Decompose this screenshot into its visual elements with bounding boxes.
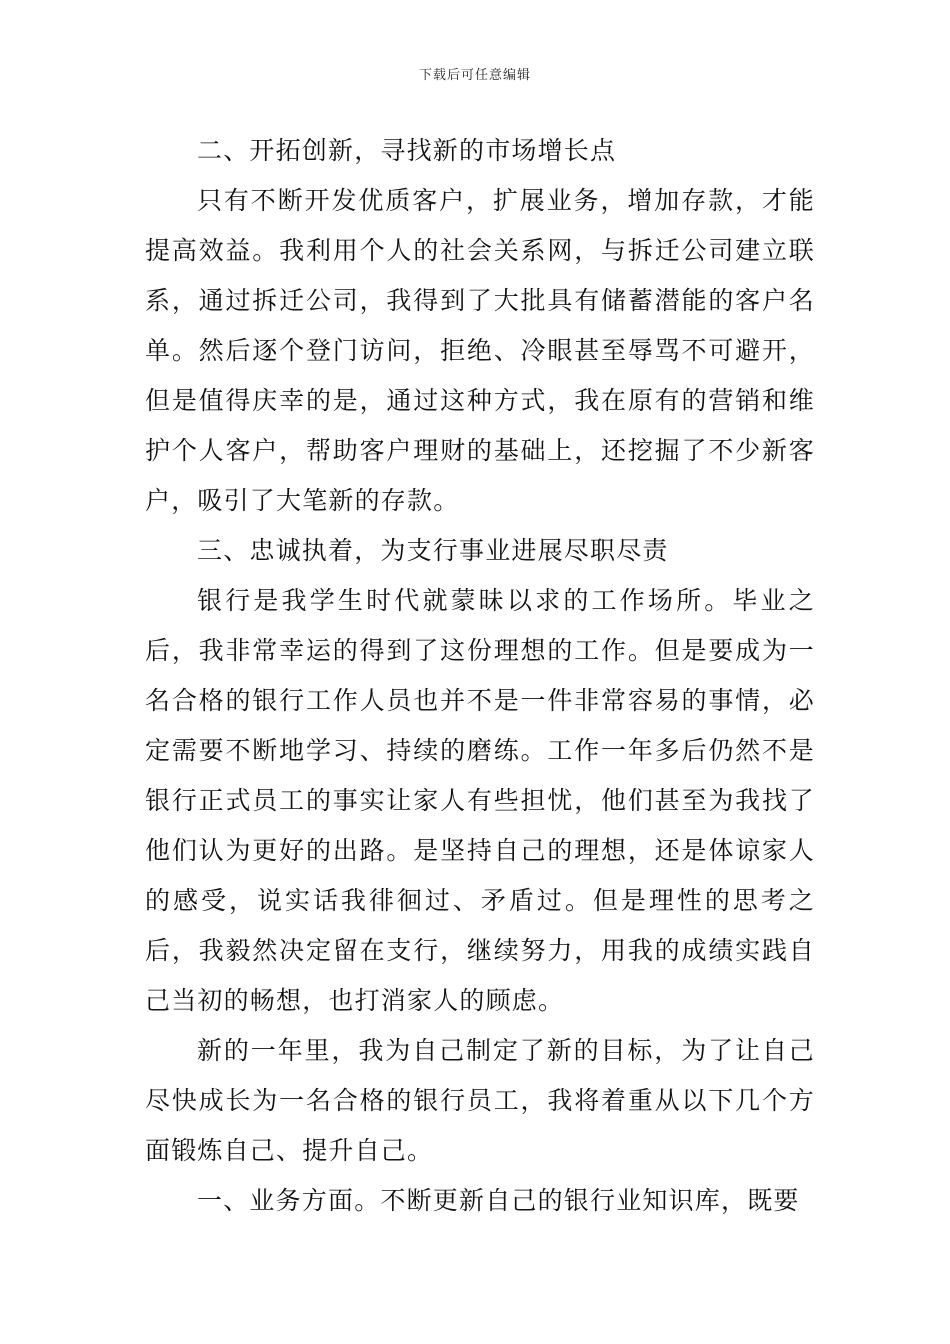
section-heading-3: 三、忠诚执着，为支行事业进展尽职尽责 [197,536,669,565]
paragraph-bank-career: 银行是我学生时代就蒙昧以求的工作场所。毕业之后，我非常幸运的得到了这份理想的工作。但是要成为一名合格的银行工作人员也并不是一件非常容易的事情，必定需要不断地学习、持续的磨练。工作一年多后仍然不是银行正式员工的事实让家人有些担忧，他们甚至为我找了他们认为更好的出路。是坚持自己的理想，还是体谅家人的感受，说实话我徘徊过、矛盾过。但是理性的思考之后，我毅然决定留在支行，继续努力，用我的成绩实践自己当初的畅想，也打消家人的顾虑。 [145,586,815,1015]
document-body [145,126,815,1226]
paragraph-new-year-goals: 新的一年里，我为自己制定了新的目标，为了让自己尽快成长为一名合格的银行员工，我将着重从以下几个方面锻炼自己、提升自己。 [145,1036,815,1165]
paragraph-business-aspect: 一、业务方面。不断更新自己的银行业知识库，既要 [197,1186,800,1215]
section-heading-2: 二、开拓创新，寻找新的市场增长点 [197,136,617,165]
page-header: 下载后可任意编辑 [418,68,531,83]
paragraph-market-growth: 只有不断开发优质客户，扩展业务，增加存款，才能提高效益。我利用个人的社会关系网，与拆迁公司建立联系，通过拆迁公司，我得到了大批具有储蓄潜能的客户名单。然后逐个登门访问，拒绝、冷眼甚至辱骂不可避开，但是值得庆幸的是，通过这种方式，我在原有的营销和维护个人客户，帮助客户理财的基础上，还挖掘了不少新客户，吸引了大笔新的存款。 [145,186,815,515]
